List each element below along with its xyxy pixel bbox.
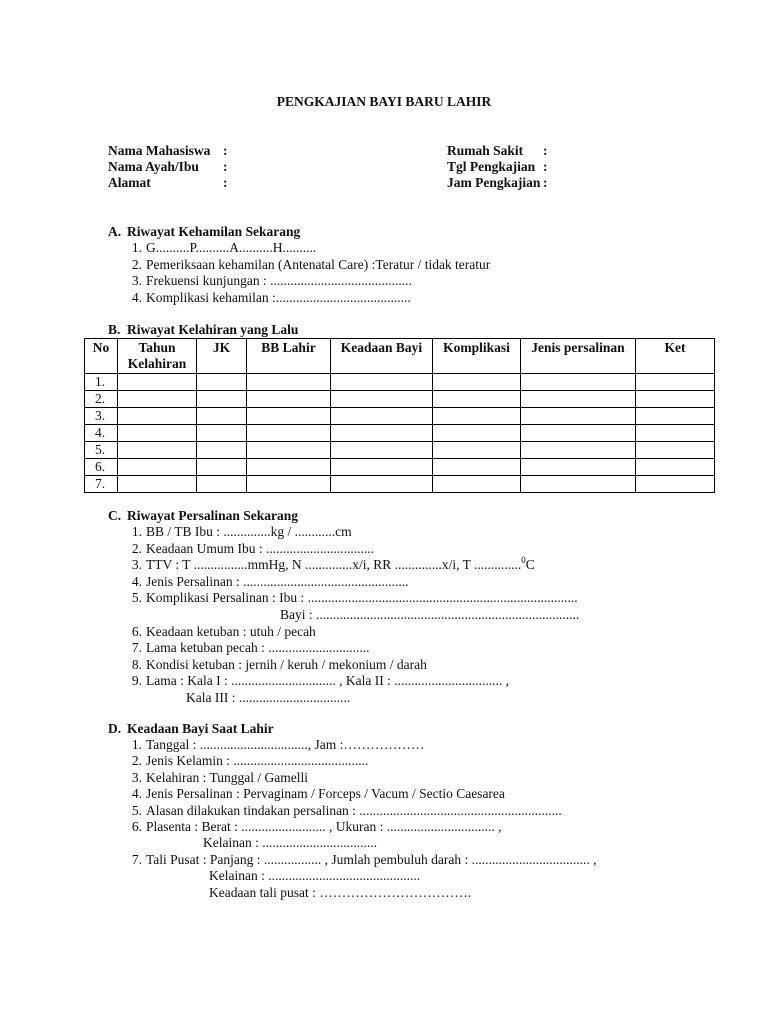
list-item <box>124 524 352 540</box>
row-number-cell: 4. <box>85 425 118 442</box>
item-number: 9. <box>131 673 142 688</box>
page-title: PENGKAJIAN BAYI BARU LAHIR <box>276 94 492 109</box>
table-cell <box>433 476 521 493</box>
list-item <box>124 852 597 868</box>
table-cell <box>197 476 247 493</box>
table-cell <box>118 391 197 408</box>
item-text: Kala III : ................................. <box>186 689 351 705</box>
list-item <box>124 541 374 557</box>
item-number: 1. <box>131 524 142 539</box>
label-alamat: Alamat <box>108 175 151 190</box>
list-item <box>124 819 501 835</box>
table-cell <box>636 374 715 391</box>
item-number: 4. <box>131 786 142 802</box>
item-number: 2. <box>131 753 142 769</box>
list-item <box>124 257 490 273</box>
table-cell <box>636 425 715 442</box>
item-text: Kelainan : ............................................. <box>209 868 421 884</box>
table-cell <box>433 442 521 459</box>
separator: : <box>223 143 228 158</box>
list-item <box>124 590 578 606</box>
table-cell <box>118 374 197 391</box>
table-cell <box>118 425 197 442</box>
table-cell <box>433 425 521 442</box>
item-number: 7. <box>131 851 142 867</box>
table-cell <box>636 408 715 425</box>
row-number-cell: 5. <box>85 442 118 459</box>
list-item <box>124 803 562 819</box>
list-item <box>124 786 505 802</box>
column-header-keadaan-bayi: Keadaan Bayi <box>331 339 433 374</box>
item-text: Lama ketuban pecah : .............................. <box>146 640 370 655</box>
section-title: Riwayat Kelahiran yang Lalu <box>127 322 299 337</box>
item-number: 3. <box>131 769 142 785</box>
table-row <box>85 408 715 425</box>
label-tgl-pengkajian: Tgl Pengkajian <box>447 159 536 174</box>
table-cell <box>433 391 521 408</box>
column-header-jenis-persalinan: Jenis persalinan <box>521 339 636 374</box>
table-cell <box>197 425 247 442</box>
item-number: 6. <box>131 623 142 639</box>
row-number-cell: 6. <box>85 459 118 476</box>
table-cell <box>118 476 197 493</box>
table-cell <box>521 476 636 493</box>
item-text: Jenis Persalinan : ................................................. <box>146 573 409 589</box>
item-number: 7. <box>131 640 142 655</box>
table-cell <box>521 408 636 425</box>
item-text: Bayi : .............................................................................. <box>280 606 580 622</box>
label-nama-ayah-ibu: Nama Ayah/Ibu <box>108 159 199 174</box>
item-text: Jenis Kelamin : ........................................ <box>146 753 369 769</box>
item-text: Alasan dilakukan tindakan persalinan : ............................................................ <box>146 802 562 818</box>
row-number-cell: 2. <box>85 391 118 408</box>
list-item <box>124 290 411 306</box>
item-text: Keadaan ketuban : utuh / pecah <box>146 623 316 639</box>
separator: : <box>223 159 228 174</box>
list-item <box>124 624 316 640</box>
list-item <box>124 657 427 673</box>
column-header-bb-lahir: BB Lahir <box>247 339 331 374</box>
item-number: 5. <box>131 802 142 818</box>
list-item <box>124 640 369 656</box>
item-number: 3. <box>131 557 142 572</box>
table-cell <box>197 391 247 408</box>
item-text: Kelahiran : Tunggal / Gamelli <box>146 769 308 785</box>
column-header-komplikasi: Komplikasi <box>433 339 521 374</box>
table-cell <box>636 442 715 459</box>
item-text: Komplikasi Persalinan : Ibu : ................................................................................ <box>146 590 578 605</box>
table-cell <box>331 425 433 442</box>
label-jam-pengkajian: Jam Pengkajian <box>447 175 541 190</box>
item-number: 4. <box>131 573 142 589</box>
item-text: BB / TB Ibu : ..............kg / ............cm <box>146 524 352 539</box>
table-row <box>85 425 715 442</box>
unit-text: C <box>525 557 535 572</box>
list-item <box>124 690 350 706</box>
table-cell <box>433 408 521 425</box>
item-number: 6. <box>131 819 142 834</box>
superscript: 0 <box>521 555 526 565</box>
table-cell <box>197 374 247 391</box>
table-row <box>85 374 715 391</box>
table-row <box>85 391 715 408</box>
table-cell <box>331 442 433 459</box>
table-cell <box>247 425 331 442</box>
table-cell <box>118 442 197 459</box>
section-letter: B. <box>108 322 121 337</box>
item-number: 1. <box>131 737 142 752</box>
table-cell <box>197 408 247 425</box>
table-cell <box>433 374 521 391</box>
list-item <box>124 273 412 289</box>
table-cell <box>197 442 247 459</box>
table-cell <box>247 408 331 425</box>
list-item <box>124 835 377 851</box>
table-cell <box>521 459 636 476</box>
list-item <box>124 673 509 689</box>
row-number-cell: 7. <box>85 476 118 493</box>
separator: : <box>543 159 548 174</box>
item-text: Frekuensi kunjungan : .......................................... <box>146 273 412 289</box>
section-letter: D. <box>108 721 122 736</box>
section-b-heading <box>108 322 298 338</box>
section-a-heading <box>108 224 300 240</box>
label-rumah-sakit: Rumah Sakit <box>447 143 524 158</box>
item-number: 2. <box>131 540 142 556</box>
table-cell <box>636 476 715 493</box>
list-item <box>124 737 424 753</box>
item-text: Komplikasi kehamilan :........................................ <box>146 289 411 305</box>
table-cell <box>331 459 433 476</box>
table-cell <box>521 442 636 459</box>
table-row <box>85 476 715 493</box>
item-number: 1. <box>131 240 142 255</box>
list-item <box>124 770 308 786</box>
column-header-tahun-kelahiran: Tahun Kelahiran <box>118 339 197 374</box>
section-letter: A. <box>108 224 122 239</box>
item-text: Plasenta : Berat : ......................... , Ukuran : ................................ , <box>146 819 502 834</box>
list-item <box>124 885 471 901</box>
column-header-no: No <box>85 339 118 374</box>
item-text: Pemeriksaan kehamilan (Antenatal Care) :Teratur / tidak teratur <box>146 256 491 272</box>
list-item <box>124 868 420 884</box>
table-row <box>85 459 715 476</box>
section-title: Riwayat Persalinan Sekarang <box>127 508 299 523</box>
item-number: 2. <box>131 256 142 272</box>
section-title: Keadaan Bayi Saat Lahir <box>127 721 274 736</box>
table-cell <box>118 459 197 476</box>
table-cell <box>247 476 331 493</box>
section-title: Riwayat Kehamilan Sekarang <box>127 224 301 239</box>
item-text: Keadaan tali pusat : ……………………………. <box>209 884 472 900</box>
list-item <box>124 607 579 623</box>
item-text: Lama : Kala I : ............................... , Kala II : ................................ , <box>146 673 509 688</box>
item-number: 8. <box>131 656 142 672</box>
item-text: Jenis Persalinan : Pervaginam / Forceps / Vacum / Sectio Caesarea <box>146 786 505 802</box>
table-cell <box>197 459 247 476</box>
table-cell <box>247 459 331 476</box>
row-number-cell: 1. <box>85 374 118 391</box>
table-cell <box>636 391 715 408</box>
birth-history-table <box>84 338 715 493</box>
label-nama-mahasiswa: Nama Mahasiswa <box>108 143 211 158</box>
item-text: Tanggal : ................................, Jam :……………… <box>146 737 425 752</box>
section-letter: C. <box>108 508 122 523</box>
item-number: 3. <box>131 273 142 289</box>
table-cell <box>433 459 521 476</box>
table-cell <box>247 374 331 391</box>
table-cell <box>247 442 331 459</box>
row-number-cell: 3. <box>85 408 118 425</box>
column-header-ket: Ket <box>636 339 715 374</box>
list-item <box>124 240 316 256</box>
list-item <box>124 557 535 573</box>
table-cell <box>521 425 636 442</box>
separator: : <box>223 175 228 190</box>
item-text: TTV : T ................mmHg, N ..............x/i, RR ..............x/i, T .............. <box>146 557 522 572</box>
table-cell <box>247 391 331 408</box>
list-item <box>124 753 368 769</box>
list-item <box>124 574 409 590</box>
column-header-jk: JK <box>197 339 247 374</box>
item-text: Kelainan : .................................. <box>203 835 377 851</box>
item-text: G..........P..........A..........H.......... <box>146 240 317 255</box>
item-text: Tali Pusat : Panjang : ................. , Jumlah pembuluh darah : ................................... , <box>146 851 597 867</box>
table-cell <box>331 391 433 408</box>
table-cell <box>331 476 433 493</box>
table-cell <box>636 459 715 476</box>
item-number: 4. <box>131 289 142 305</box>
section-d-heading <box>108 721 274 737</box>
table-row <box>85 442 715 459</box>
table-cell <box>331 408 433 425</box>
table-cell <box>521 374 636 391</box>
table-cell <box>521 391 636 408</box>
item-text: Keadaan Umum Ibu : ................................ <box>146 540 374 556</box>
section-c-heading <box>108 508 298 524</box>
table-cell <box>331 374 433 391</box>
item-number: 5. <box>131 590 142 605</box>
item-text: Kondisi ketuban : jernih / keruh / mekonium / darah <box>146 656 427 672</box>
separator: : <box>543 175 548 190</box>
separator: : <box>543 143 548 158</box>
table-cell <box>118 408 197 425</box>
table-header-row <box>85 339 715 374</box>
